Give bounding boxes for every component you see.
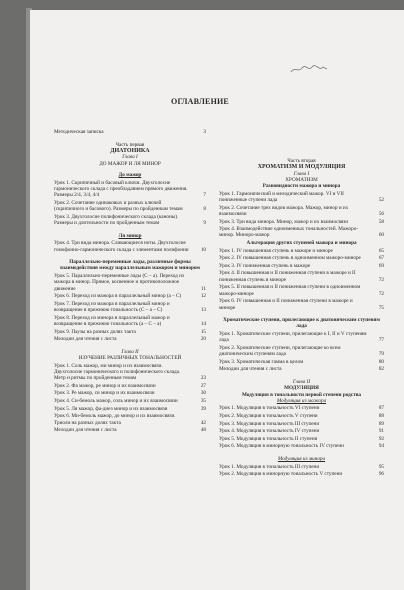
toc-entry-text: Урок 6. Переход из мажора в параллельный минор (a – C) <box>54 293 182 300</box>
toc-left-column <box>54 128 206 435</box>
toc-entry-text: Урок 1. Скрипичный и басовый ключи. Двухголосие гармонического склада с преобладанием прямого движения. Размеры 2/4, 3/4, 4/4 <box>54 179 188 199</box>
toc-entry <box>54 390 206 396</box>
toc-entry <box>219 255 384 261</box>
part-title: ХРОМАТИЗМ И МОДУЛЯЦИЯ <box>257 164 346 171</box>
chapter-label: Глава II <box>121 348 139 355</box>
toc-entry-page: 72 <box>378 276 384 283</box>
toc-entry-page: 15 <box>200 328 206 335</box>
toc-entry-text: Урок 5. Ля мажор, фа-диез минор и их взаимосвязи <box>54 405 168 412</box>
section-heading: Модуляция в тональности первой степени родства <box>241 391 362 398</box>
toc-entry-text: Урок 7. Переход из мажора в параллельный минор и возвращение в прежнюю тональность (С – а – С) <box>54 300 170 314</box>
toc-entry <box>54 301 206 314</box>
toc-entry <box>219 359 384 365</box>
toc-entry <box>219 436 384 442</box>
toc-entry-page: 10 <box>200 246 206 253</box>
toc-entry-page: 80 <box>378 358 384 365</box>
toc-entry-page: 39 <box>200 405 206 412</box>
toc-group <box>54 180 206 227</box>
toc-entry-page: 75 <box>378 304 384 311</box>
part-label: Часть вторая <box>287 158 316 164</box>
toc-entry-page: 7 <box>203 192 206 199</box>
toc-entry-text: Урок 1. Модуляция в тональность III ступени <box>219 463 320 470</box>
toc-entry-text: Урок 3. Хроматическая гамма в целом <box>219 358 304 365</box>
subsection-heading: Модуляция из минора <box>277 456 326 462</box>
toc-entry <box>219 331 384 344</box>
toc-entry-page: 11 <box>201 285 206 292</box>
toc-entry-text: Урок 2. IV повышенная ступень в одноименном мажоро-миноре <box>219 255 361 262</box>
toc-entry <box>54 180 206 199</box>
toc-entry-page: 89 <box>378 420 384 427</box>
toc-entry-text: Мелодии для чтения с листа <box>54 427 117 434</box>
section-heading: Хроматические ступени, прилегающие к диатоническим ступеням лада <box>223 317 380 330</box>
toc-entry <box>219 191 384 204</box>
toc-entry <box>219 464 384 470</box>
toc-entry-text: Урок 5. II повышенная и II пониженная ступени в одноименном мажоро-миноре <box>219 284 361 297</box>
toc-right-column <box>219 158 384 479</box>
toc-entry-text: Урок 5. Модуляция в тональность II ступени <box>219 435 318 442</box>
toc-entry-page: 67 <box>378 255 384 262</box>
pencil-scribble <box>290 64 328 74</box>
toc-entry-page: 77 <box>378 337 384 344</box>
toc-entry-page: 92 <box>378 435 384 442</box>
toc-entry-page: 72 <box>378 290 384 297</box>
toc-entry <box>219 366 384 372</box>
toc-entry-page: 56 <box>378 210 384 217</box>
toc-entry-page: 69 <box>378 262 384 269</box>
toc-entry <box>219 270 384 283</box>
toc-entry-page: 96 <box>378 471 384 478</box>
toc-entry <box>219 219 384 225</box>
toc-entry-text: Урок 3. Двухголосие полифонического склада (каноны). Размеры и длительности по пройденным темам <box>54 213 179 227</box>
toc-entry-text: Урок 6. IV повышенная и II пониженная ступени в мажоре и миноре <box>219 298 353 311</box>
toc-entry-page: 60 <box>378 232 384 239</box>
toc-entry-page: 65 <box>378 247 384 254</box>
toc-entry <box>54 398 206 404</box>
toc-entry-text: Урок 1. Соль мажор, ми минор и их взаимосвязи. Двухголосие гармонического и полифонического склада. Метр и ритмы по пройденным темам <box>54 362 181 382</box>
toc-entry-text: Урок 2. Фа мажор, ре минор и их взаимосвязи <box>54 382 156 389</box>
toc-entry-page: 42 <box>200 419 206 426</box>
toc-entry <box>54 383 206 389</box>
toc-entry <box>54 413 206 426</box>
toc-entry <box>54 315 206 328</box>
toc-entry-text: Урок 2. Хроматические ступени, прилегающие ко всем диатоническим ступеням лада <box>219 344 341 358</box>
toc-entry-page: 35 <box>200 398 206 405</box>
subsection-heading: Модуляция из мажора <box>276 397 327 404</box>
chapter-title: ДО МАЖОР И ЛЯ МИНОР <box>99 160 161 167</box>
section-heading: Разновидности мажора и минора <box>262 183 341 190</box>
toc-entry <box>219 298 384 311</box>
toc-entry-page: 82 <box>378 366 384 373</box>
toc-entry-page: 14 <box>200 320 206 327</box>
chapter-title: ХРОМАТИЗМ <box>285 176 318 183</box>
toc-entry-text: Урок 5. Параллельно-переменные лады (C – a). Переход из мажора в минор. Прямое, косвенное и противоположное движение <box>54 273 184 292</box>
toc-entry <box>219 205 384 218</box>
toc-entry-text: Урок 4. II повышенная и II пониженная ступени в мажоре и II пониженная ступень в миноре <box>219 270 356 283</box>
toc-entry-page: 12 <box>200 293 206 300</box>
toc-entry-text: Урок 3. Три вида минора. Минор, мажор и их взаимосвязи <box>219 218 349 225</box>
toc-entry-page: 27 <box>200 382 206 389</box>
toc-group <box>219 191 384 239</box>
toc-entry <box>54 240 206 253</box>
toc-entry <box>54 427 206 433</box>
toc-entry-page: 9 <box>203 220 206 227</box>
toc-entry-text: Урок 4. Взаимодействие одноименных тональностей. Мажоро-минор. Миноро-мажор <box>219 226 359 239</box>
toc-entry-page: 79 <box>378 351 384 358</box>
toc-entry <box>54 273 206 292</box>
toc-entry-text: Урок 2. Сочетание одинаковых и разных ключей (скрипичного и басового). Размеры по пройденным темам <box>54 199 183 213</box>
toc-entry-text: Урок 4. Три вида минора. Сливающиеся ноты. Двухголосие гомофонно-гармонического склада с элементами полифонии <box>54 240 189 253</box>
toc-entry-text: Урок 1. IV повышенная ступень в мажоре и миноре <box>219 247 333 254</box>
toc-entry <box>219 226 384 239</box>
toc-entry-page: 58 <box>378 218 384 225</box>
toc-entry-page: 87 <box>378 405 384 412</box>
toc-entry-text: Урок 1. Гармонический и мелодический мажор. VI и VII пониженные ступени лада <box>219 190 344 204</box>
chapter-label: Глава I <box>293 170 310 177</box>
toc-entry-page: 23 <box>200 375 206 382</box>
section-heading: До мажор <box>118 172 142 179</box>
toc-entry-text: Урок 3. Ре мажор, си минор и их взаимосвязи <box>54 390 155 397</box>
toc-entry-text: Урок 8. Переход из минора в параллельный мажор и возвращение в прежнюю тональность (а – С – а) <box>54 314 170 327</box>
toc-entry-text: Урок 2. Модуляция в минорную тональность V ступени <box>219 471 343 478</box>
toc-entry-text: Урок 1. Хроматические ступени, прилегающие к I, II и V ступеням лада <box>219 330 367 344</box>
toc-entry-text: Урок 3. IV пониженная ступень в мажоре <box>219 262 311 269</box>
chapter-label: Глава II <box>292 378 311 385</box>
toc-entry-text: Мелодии для чтения с листа <box>219 366 282 373</box>
toc-entry <box>219 428 384 434</box>
toc-entry <box>219 248 384 254</box>
section-heading: Параллельно-переменные лады, различные формы взаимодействия между параллельным мажором и минором <box>60 259 200 272</box>
toc-entry-page: 88 <box>378 413 384 420</box>
section-heading: Ля минор <box>118 232 142 239</box>
toc-entry-page: 20 <box>200 336 206 343</box>
toc-entry <box>54 293 206 299</box>
toc-entry-page: 8 <box>203 206 206 213</box>
toc-entry-page: 48 <box>200 427 206 434</box>
toc-entry-text: Урок 6. Модуляция в минорную тональность IV ступени <box>219 443 344 450</box>
toc-group <box>54 363 206 434</box>
toc-entry-page: 30 <box>200 390 206 397</box>
toc-entry-text: Урок 4. Си-бемоль мажор, соль минор и их взаимосвязи <box>54 398 178 405</box>
toc-entry-text: Урок 6. Ми-бемоль мажор, до минор и их взаимосвязи. Триоли на разных долях такта <box>54 413 176 426</box>
chapter-title: МОДУЛЯЦИЯ <box>284 385 319 392</box>
toc-entry <box>219 345 384 358</box>
toc-entry-text: Урок 4. Модуляция в тональность IV ступени <box>219 428 320 435</box>
toc-entry <box>219 284 384 297</box>
toc-entry <box>54 363 206 382</box>
toc-entry-text: Урок 9. Паузы на разных долях такта <box>54 328 136 335</box>
chapter-title: ИЗУЧЕНИЕ РАЗЛИЧНЫХ ТОНАЛЬНОСТЕЙ <box>78 355 182 362</box>
toc-entry <box>54 329 206 335</box>
toc-entry <box>219 421 384 427</box>
toc-group <box>54 273 206 342</box>
toc-entry-page: 52 <box>378 197 384 204</box>
toc-entry-text: Мелодии для чтения с листа <box>54 336 117 343</box>
toc-group <box>219 331 384 373</box>
toc-entry-text: Урок 3. Модуляция в тональность III ступени <box>219 420 320 427</box>
toc-group <box>54 240 206 253</box>
page-title: ОГЛАВЛЕНИЕ <box>171 97 229 106</box>
toc-entry-page: 91 <box>378 428 384 435</box>
toc-entry <box>219 471 384 477</box>
toc-entry-text: Урок 2. Сочетание трех видов мажора. Мажор, минор и их взаимосвязи <box>219 204 349 217</box>
toc-entry-page: 94 <box>378 443 384 450</box>
toc-entry-page: 95 <box>378 463 384 470</box>
section-heading: Альтерация других ступеней мажора и минора <box>246 240 357 247</box>
toc-group <box>219 464 384 478</box>
toc-entry <box>219 405 384 411</box>
toc-group <box>219 248 384 311</box>
toc-group <box>219 405 384 449</box>
part-title: ДИАТОНИКА <box>110 148 150 155</box>
part-label: Часть первая <box>115 141 145 148</box>
toc-entry <box>219 443 384 449</box>
toc-entry-text: Урок 2. Модуляция в тональность V ступени <box>219 413 318 420</box>
toc-entry <box>54 200 206 213</box>
chapter-label: Глава I <box>122 154 138 161</box>
toc-entry <box>54 214 206 227</box>
toc-entry-page: 13 <box>200 307 206 314</box>
toc-entry-text: Урок 1. Модуляция в тональность VI ступени <box>219 405 320 412</box>
toc-entry-note: Методическая записка 3 <box>54 129 206 136</box>
toc-entry <box>54 336 206 342</box>
toc-entry <box>219 263 384 269</box>
toc-entry <box>54 406 206 412</box>
toc-entry <box>219 413 384 419</box>
